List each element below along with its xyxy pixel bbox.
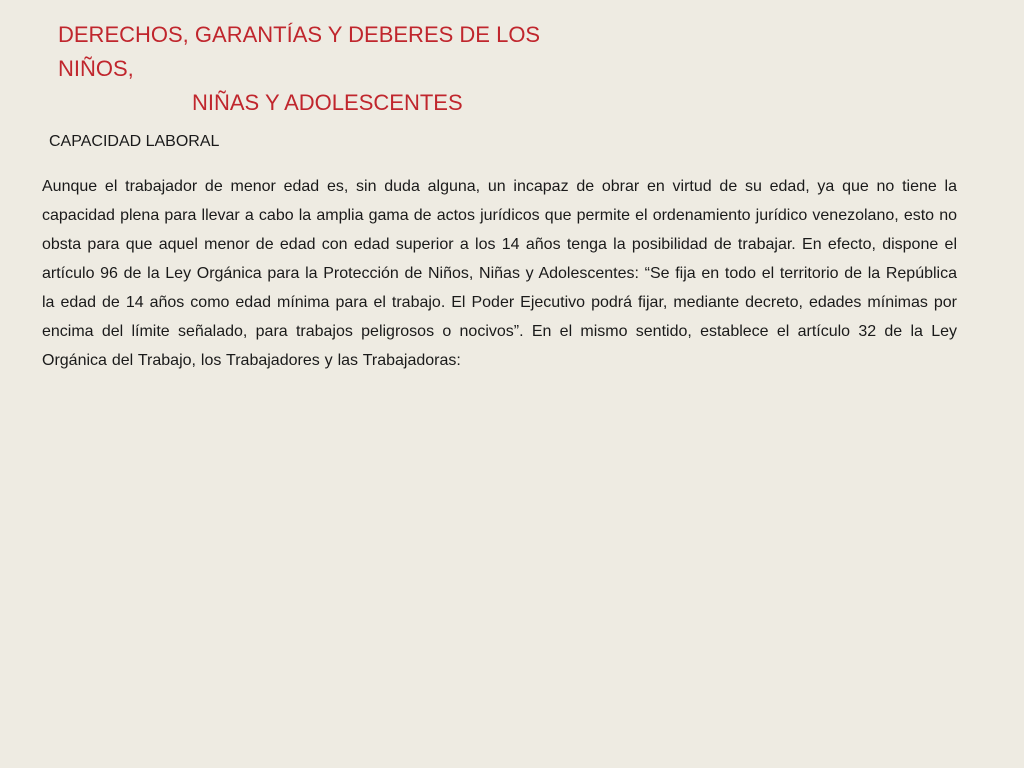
body-paragraph: Aunque el trabajador de menor edad es, sin duda alguna, un incapaz de obrar en virtud de su edad, ya que no tiene la capacidad plena para llevar a cabo la amplia gama de actos jurídicos que permite el ordenamiento jurídico venezolano, esto no obsta para que aquel menor de edad con edad superior a los 14 años tenga la posibilidad de trabajar. En efecto, dispone el artículo 96 de la Ley Orgánica para la Protección de Niños, Niñas y Adolescentes: “Se fija en todo el territorio de la República la edad de 14 años como edad mínima para el trabajo. El Poder Ejecutivo podrá fijar, mediante decreto, edades mínimas por encima del límite señalado, para trabajos peligrosos o nocivos”. En el mismo sentido, establece el artículo 32 de la Ley Orgánica del Trabajo, los Trabajadores y las Trabajadoras:	[42, 178, 957, 369]
slide-title-line-2: NIÑAS Y ADOLESCENTES	[192, 90, 463, 115]
section-heading: CAPACIDAD LABORAL	[49, 133, 220, 150]
slide-title	[20, 18, 600, 120]
slide-title-line-1: DERECHOS, GARANTÍAS Y DEBERES DE LOS NIÑOS,	[58, 22, 541, 81]
